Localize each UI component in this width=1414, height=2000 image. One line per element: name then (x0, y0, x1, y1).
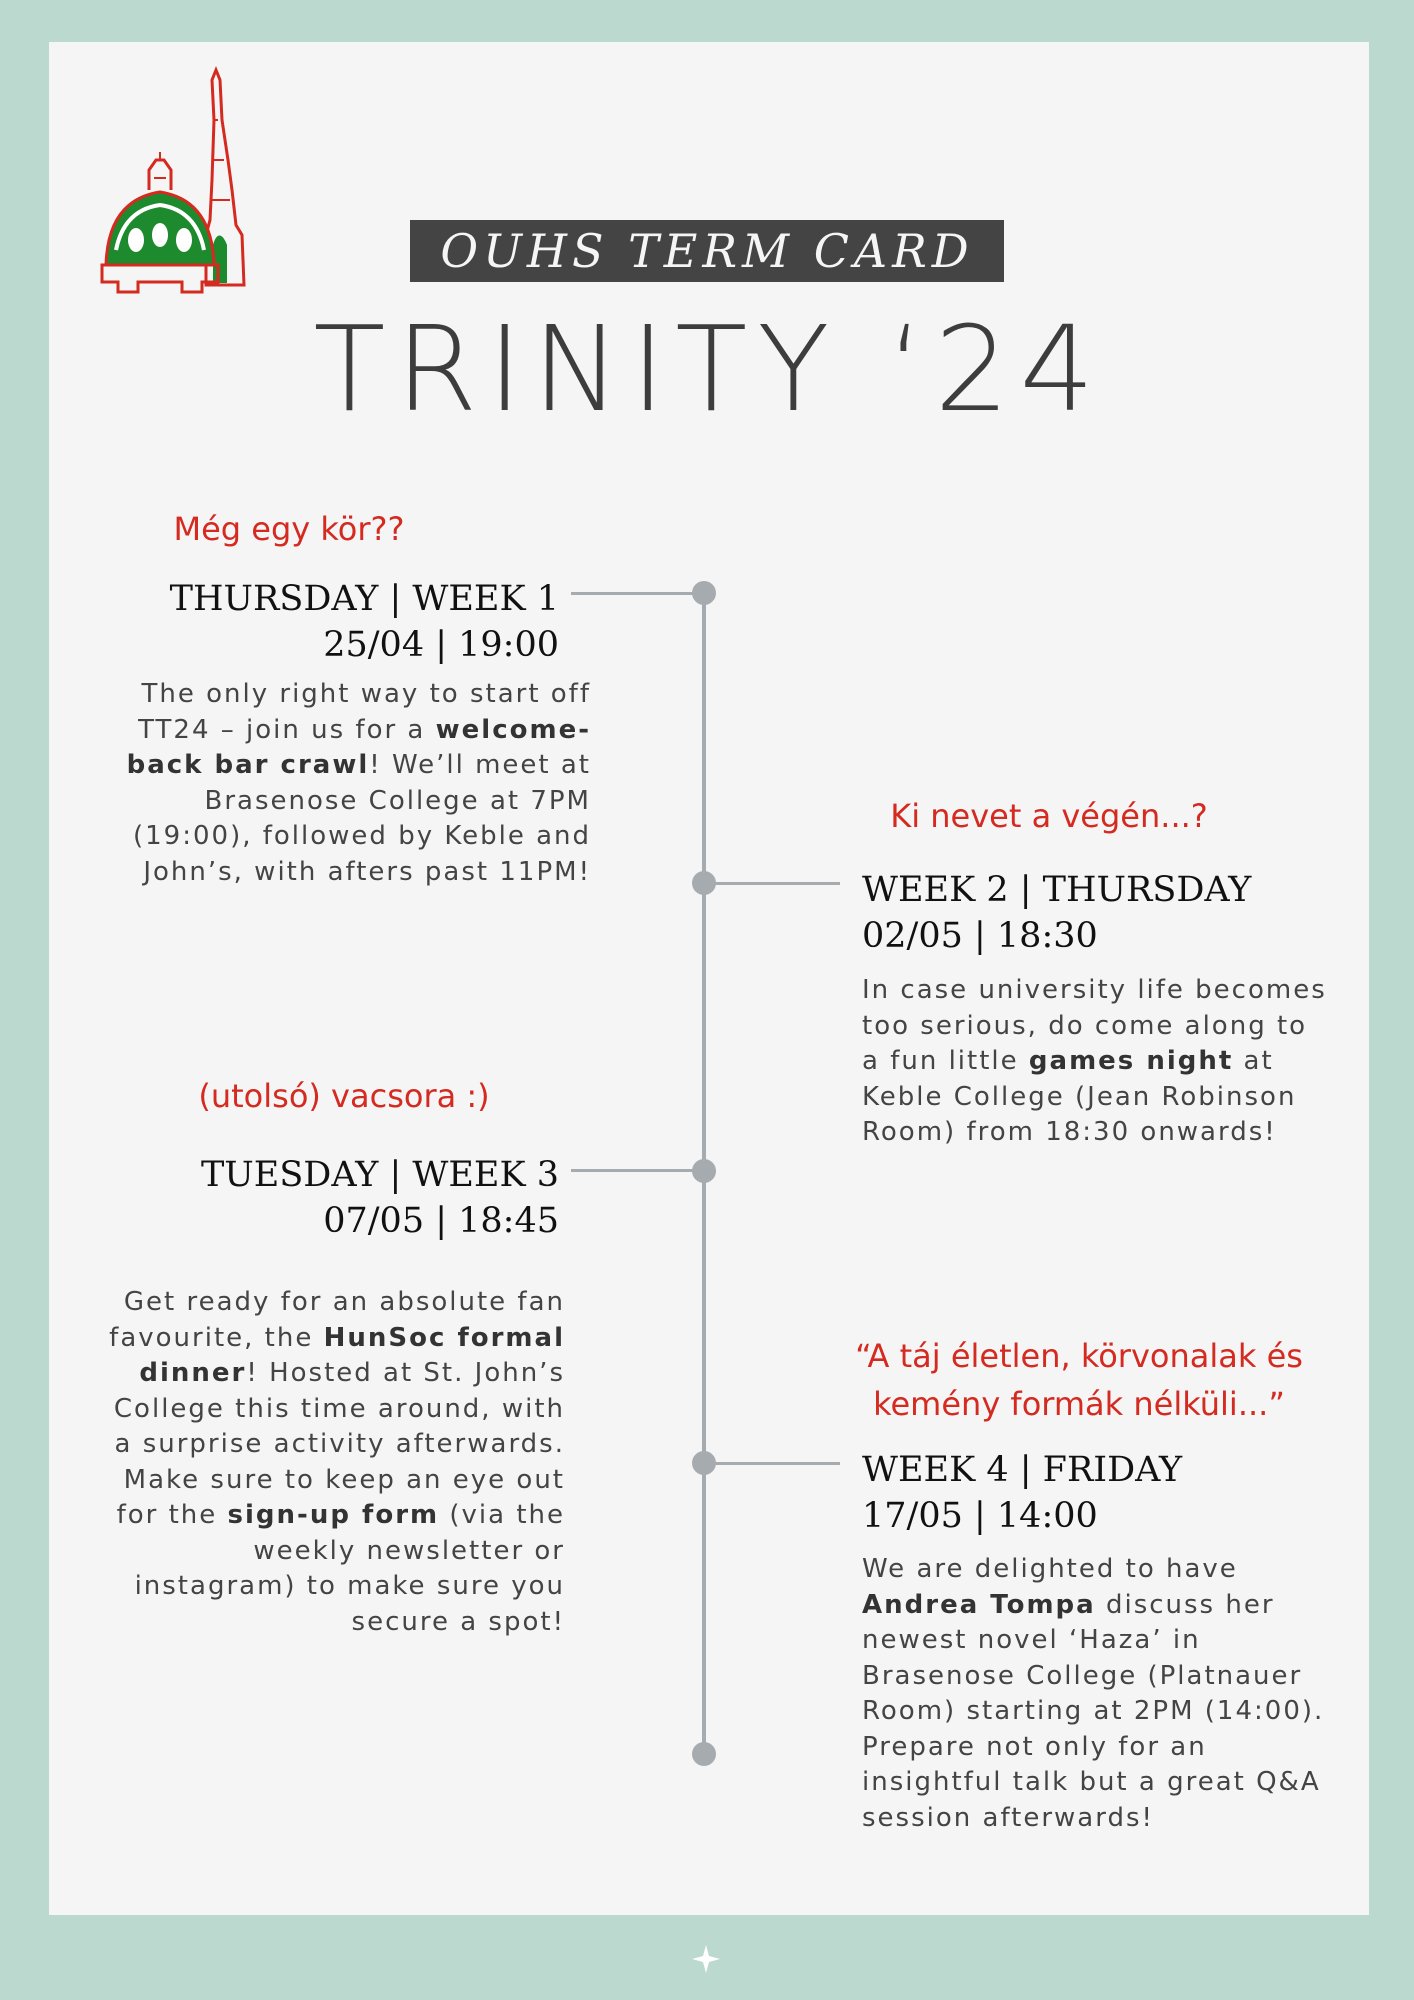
timeline-dot (692, 1159, 716, 1183)
event-heading (99, 576, 559, 668)
event-description: In case university life becomes too serious, do come along to a fun little games night at Keble College (Jean Robinson Room) from 18:30 onwards! (862, 975, 1327, 1147)
event-description: We are delighted to have Andrea Tompa discuss her newest novel ‘Haza’ in Brasenose College (Platnauer Room) starting at 2PM (14:00). Prepare not only for an insightful talk but a great Q&A session afterwards! (862, 1554, 1325, 1833)
term-card (49, 42, 1369, 1915)
event-date-time: 25/04 | 19:00 (323, 625, 559, 665)
event-description: The only right way to start off TT24 – join us for a welcome-back bar crawl! We’ll meet at Brasenose College at 7PM (19:00), followed by Keble and John’s, with afters past 11PM! (126, 679, 591, 887)
event-tagline: (utolsó) vacsora :) (198, 1077, 490, 1115)
event-tagline: “A táj életlen, körvonalak és kemény formák nélküli...” (855, 1337, 1303, 1423)
timeline-connector (704, 1462, 840, 1465)
term-card-label: OUHS TERM CARD (410, 220, 1004, 282)
event-date-time: 02/05 | 18:30 (862, 916, 1098, 956)
event-heading (99, 1152, 559, 1244)
event-date-time: 17/05 | 14:00 (862, 1496, 1098, 1536)
timeline-dot (692, 1451, 716, 1475)
timeline-connector (571, 1169, 704, 1172)
event-day-week: WEEK 4 | FRIDAY (862, 1450, 1183, 1490)
timeline-dot (692, 1742, 716, 1766)
event-day-week: WEEK 2 | THURSDAY (862, 870, 1252, 910)
event-tagline: Még egy kör?? (173, 510, 405, 548)
timeline-dot (692, 581, 716, 605)
timeline-connector (704, 882, 840, 885)
page-title: TRINITY ‘24 (313, 300, 1105, 438)
cathedral-dome-logo (94, 60, 254, 300)
timeline-connector (571, 592, 704, 595)
event-tagline: Ki nevet a végén...? (890, 797, 1208, 835)
event-day-week: TUESDAY | WEEK 3 (200, 1155, 559, 1195)
sparkle-icon (690, 1943, 722, 1975)
event-heading (862, 867, 1342, 959)
event-date-time: 07/05 | 18:45 (323, 1201, 559, 1241)
event-heading (862, 1447, 1342, 1539)
event-day-week: THURSDAY | WEEK 1 (169, 579, 559, 619)
timeline-dot (692, 871, 716, 895)
event-description: Get ready for an absolute fan favourite, the HunSoc formal dinner! Hosted at St. John’s College this time around, with a surprise activity afterwards. Make sure to keep an eye out for the sign-up form (via the weekly newsletter or instagram) to make sure you secure a spot! (109, 1287, 565, 1637)
